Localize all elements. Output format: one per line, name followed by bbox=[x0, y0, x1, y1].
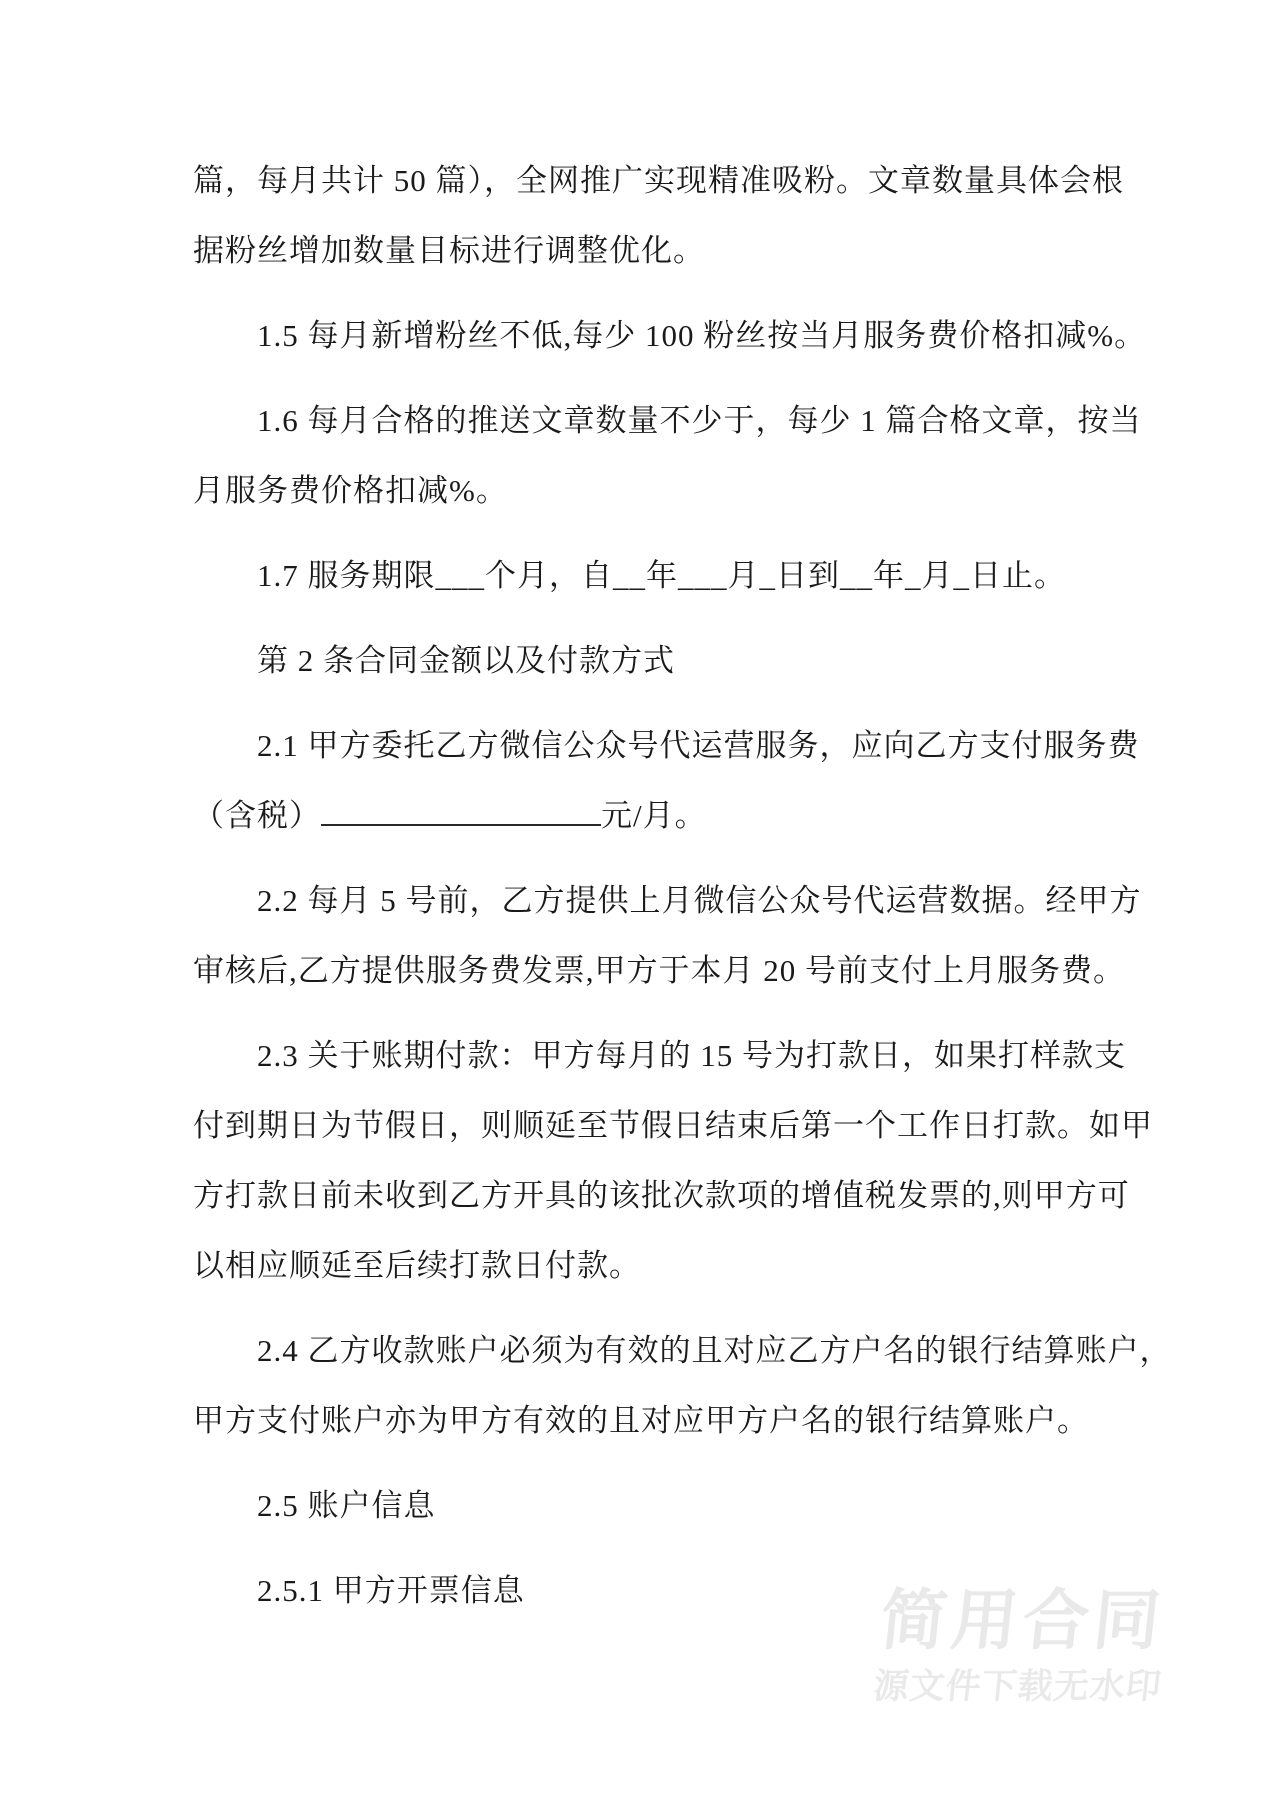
paragraph bbox=[193, 386, 1153, 526]
text-line: （含税） 元/月。 bbox=[193, 781, 1153, 851]
text-line: 1.7 服务期限___个月，自__年___月_日到__年_月_日止。 bbox=[257, 558, 1066, 593]
text-line: 2.5.1 甲方开票信息 bbox=[257, 1573, 525, 1608]
paragraph bbox=[193, 541, 1153, 611]
paragraph bbox=[193, 146, 1153, 286]
watermark-tagline: 源文件下载无水印 bbox=[871, 1667, 1164, 1706]
text-line: 以相应顺延至后续打款日付款。 bbox=[193, 1248, 641, 1283]
text-line: 2.2 每月 5 号前，乙方提供上月微信公众号代运营数据。经甲方 bbox=[257, 883, 1142, 918]
text-line: 第 2 条合同金额以及付款方式 bbox=[257, 643, 675, 678]
text-line: 2.1 甲方委托乙方微信公众号代运营服务，应向乙方支付服务费 bbox=[257, 728, 1140, 763]
text-line: 1.5 每月新增粉丝不低,每少 100 粉丝按当月服务费价格扣减%。 bbox=[257, 318, 1147, 353]
blank-underline bbox=[321, 788, 601, 826]
paragraph bbox=[193, 711, 1153, 851]
paragraph bbox=[193, 1316, 1172, 1456]
text-line: 2.3 关于账期付款：甲方每月的 15 号为打款日，如果打样款支 bbox=[257, 1038, 1126, 1073]
paragraph bbox=[193, 301, 1153, 371]
paragraph bbox=[193, 626, 1153, 696]
text-line: 方打款日前未收到乙方开具的该批次款项的增值税发票的,则甲方可 bbox=[193, 1178, 1130, 1213]
paragraph bbox=[193, 1471, 1153, 1541]
paragraph bbox=[193, 1556, 1153, 1626]
text-line: 月服务费价格扣减%。 bbox=[193, 473, 508, 508]
text-line: 1.6 每月合格的推送文章数量不少于，每少 1 篇合格文章，按当 bbox=[257, 403, 1142, 438]
text-line: 审核后,乙方提供服务费发票,甲方于本月 20 号前支付上月服务费。 bbox=[193, 953, 1125, 988]
paragraph bbox=[193, 1021, 1153, 1301]
paragraph bbox=[193, 866, 1153, 1006]
text-line: 付到期日为节假日，则顺延至节假日结束后第一个工作日打款。如甲 bbox=[193, 1108, 1153, 1143]
text-line: 据粉丝增加数量目标进行调整优化。 bbox=[193, 233, 705, 268]
text-line: 2.5 账户信息 bbox=[257, 1488, 436, 1523]
document-body bbox=[193, 146, 1172, 1641]
watermark-brand: 简用合同 bbox=[876, 1583, 1169, 1657]
text-line: 2.4 乙方收款账户必须为有效的且对应乙方户名的银行结算账户， bbox=[257, 1333, 1172, 1368]
text-line: 甲方支付账户亦为甲方有效的且对应甲方户名的银行结算账户。 bbox=[193, 1403, 1089, 1438]
text-line: 篇，每月共计 50 篇），全网推广实现精准吸粉。文章数量具体会根 bbox=[193, 163, 1124, 198]
